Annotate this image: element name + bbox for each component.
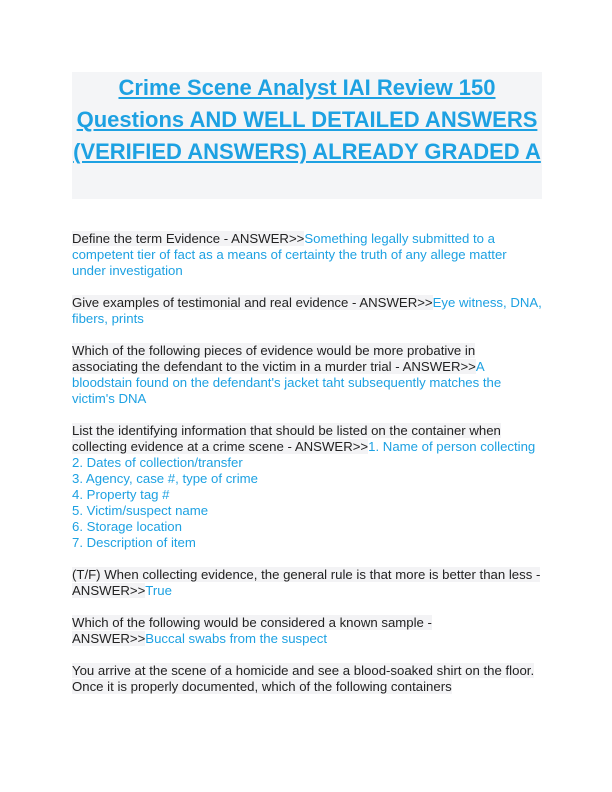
question-text: Which of the following would be considered a known sample - (72, 615, 432, 630)
question-text: Give examples of testimonial and real evidence - (72, 295, 360, 310)
answer-list-item: 5. Victim/suspect name (72, 503, 209, 518)
qa-item (72, 663, 542, 695)
answer-marker: ANSWER>> (72, 631, 146, 646)
document-title[interactable]: Crime Scene Analyst IAI Review 150 Questions AND WELL DETAILED ANSWERS (VERIFIED ANSWERS) ALREADY GRADED A (73, 75, 541, 164)
answer-marker: ANSWER>> (359, 295, 433, 310)
question-text: Define the term Evidence - (72, 231, 232, 246)
answer-marker: ANSWER>> (402, 359, 476, 374)
question-text: Which of the following pieces of evidence would be more probative in associating the defendant to the victim in a murder trial - (72, 343, 476, 374)
answer-list-item: 4. Property tag # (72, 487, 170, 502)
answer-list-item: 3. Agency, case #, type of crime (72, 471, 258, 486)
answer-list-item: 6. Storage location (72, 519, 182, 534)
qa-item (72, 343, 542, 407)
qa-item (72, 295, 542, 327)
answer-text: Something legally submitted to a competent tier of fact as a means of certainty the truth of any allege matter under investigation (72, 231, 507, 278)
answer-marker: ANSWER>> (231, 231, 305, 246)
answer-marker: ANSWER>> (294, 439, 369, 454)
qa-item (72, 423, 542, 551)
answer-text: 1. Name of person collecting (368, 439, 536, 454)
title-box (72, 72, 542, 199)
answer-list-item: 7. Description of item (72, 535, 196, 550)
answer-text: A bloodstain found on the defendant's jacket taht subsequently matches the victim's DNA (72, 359, 502, 406)
answer-text: Eye witness, DNA, fibers, prints (72, 295, 542, 326)
question-text: List the identifying information that should be listed on the container when collecting evidence at a crime scene - (72, 423, 501, 454)
answer-marker: ANSWER>> (72, 583, 146, 598)
answer-text: Buccal swabs from the suspect (145, 631, 328, 646)
answer-list-item: 2. Dates of collection/transfer (72, 455, 243, 470)
question-text: You arrive at the scene of a homicide and see a blood-soaked shirt on the floor. Once it is properly documented, which of the following containers (72, 663, 535, 694)
qa-item (72, 615, 542, 647)
answer-text: True (145, 583, 172, 598)
qa-content (72, 231, 542, 711)
qa-item (72, 567, 542, 599)
qa-item (72, 231, 542, 279)
question-text: (T/F) When collecting evidence, the general rule is that more is better than less - (72, 567, 541, 582)
